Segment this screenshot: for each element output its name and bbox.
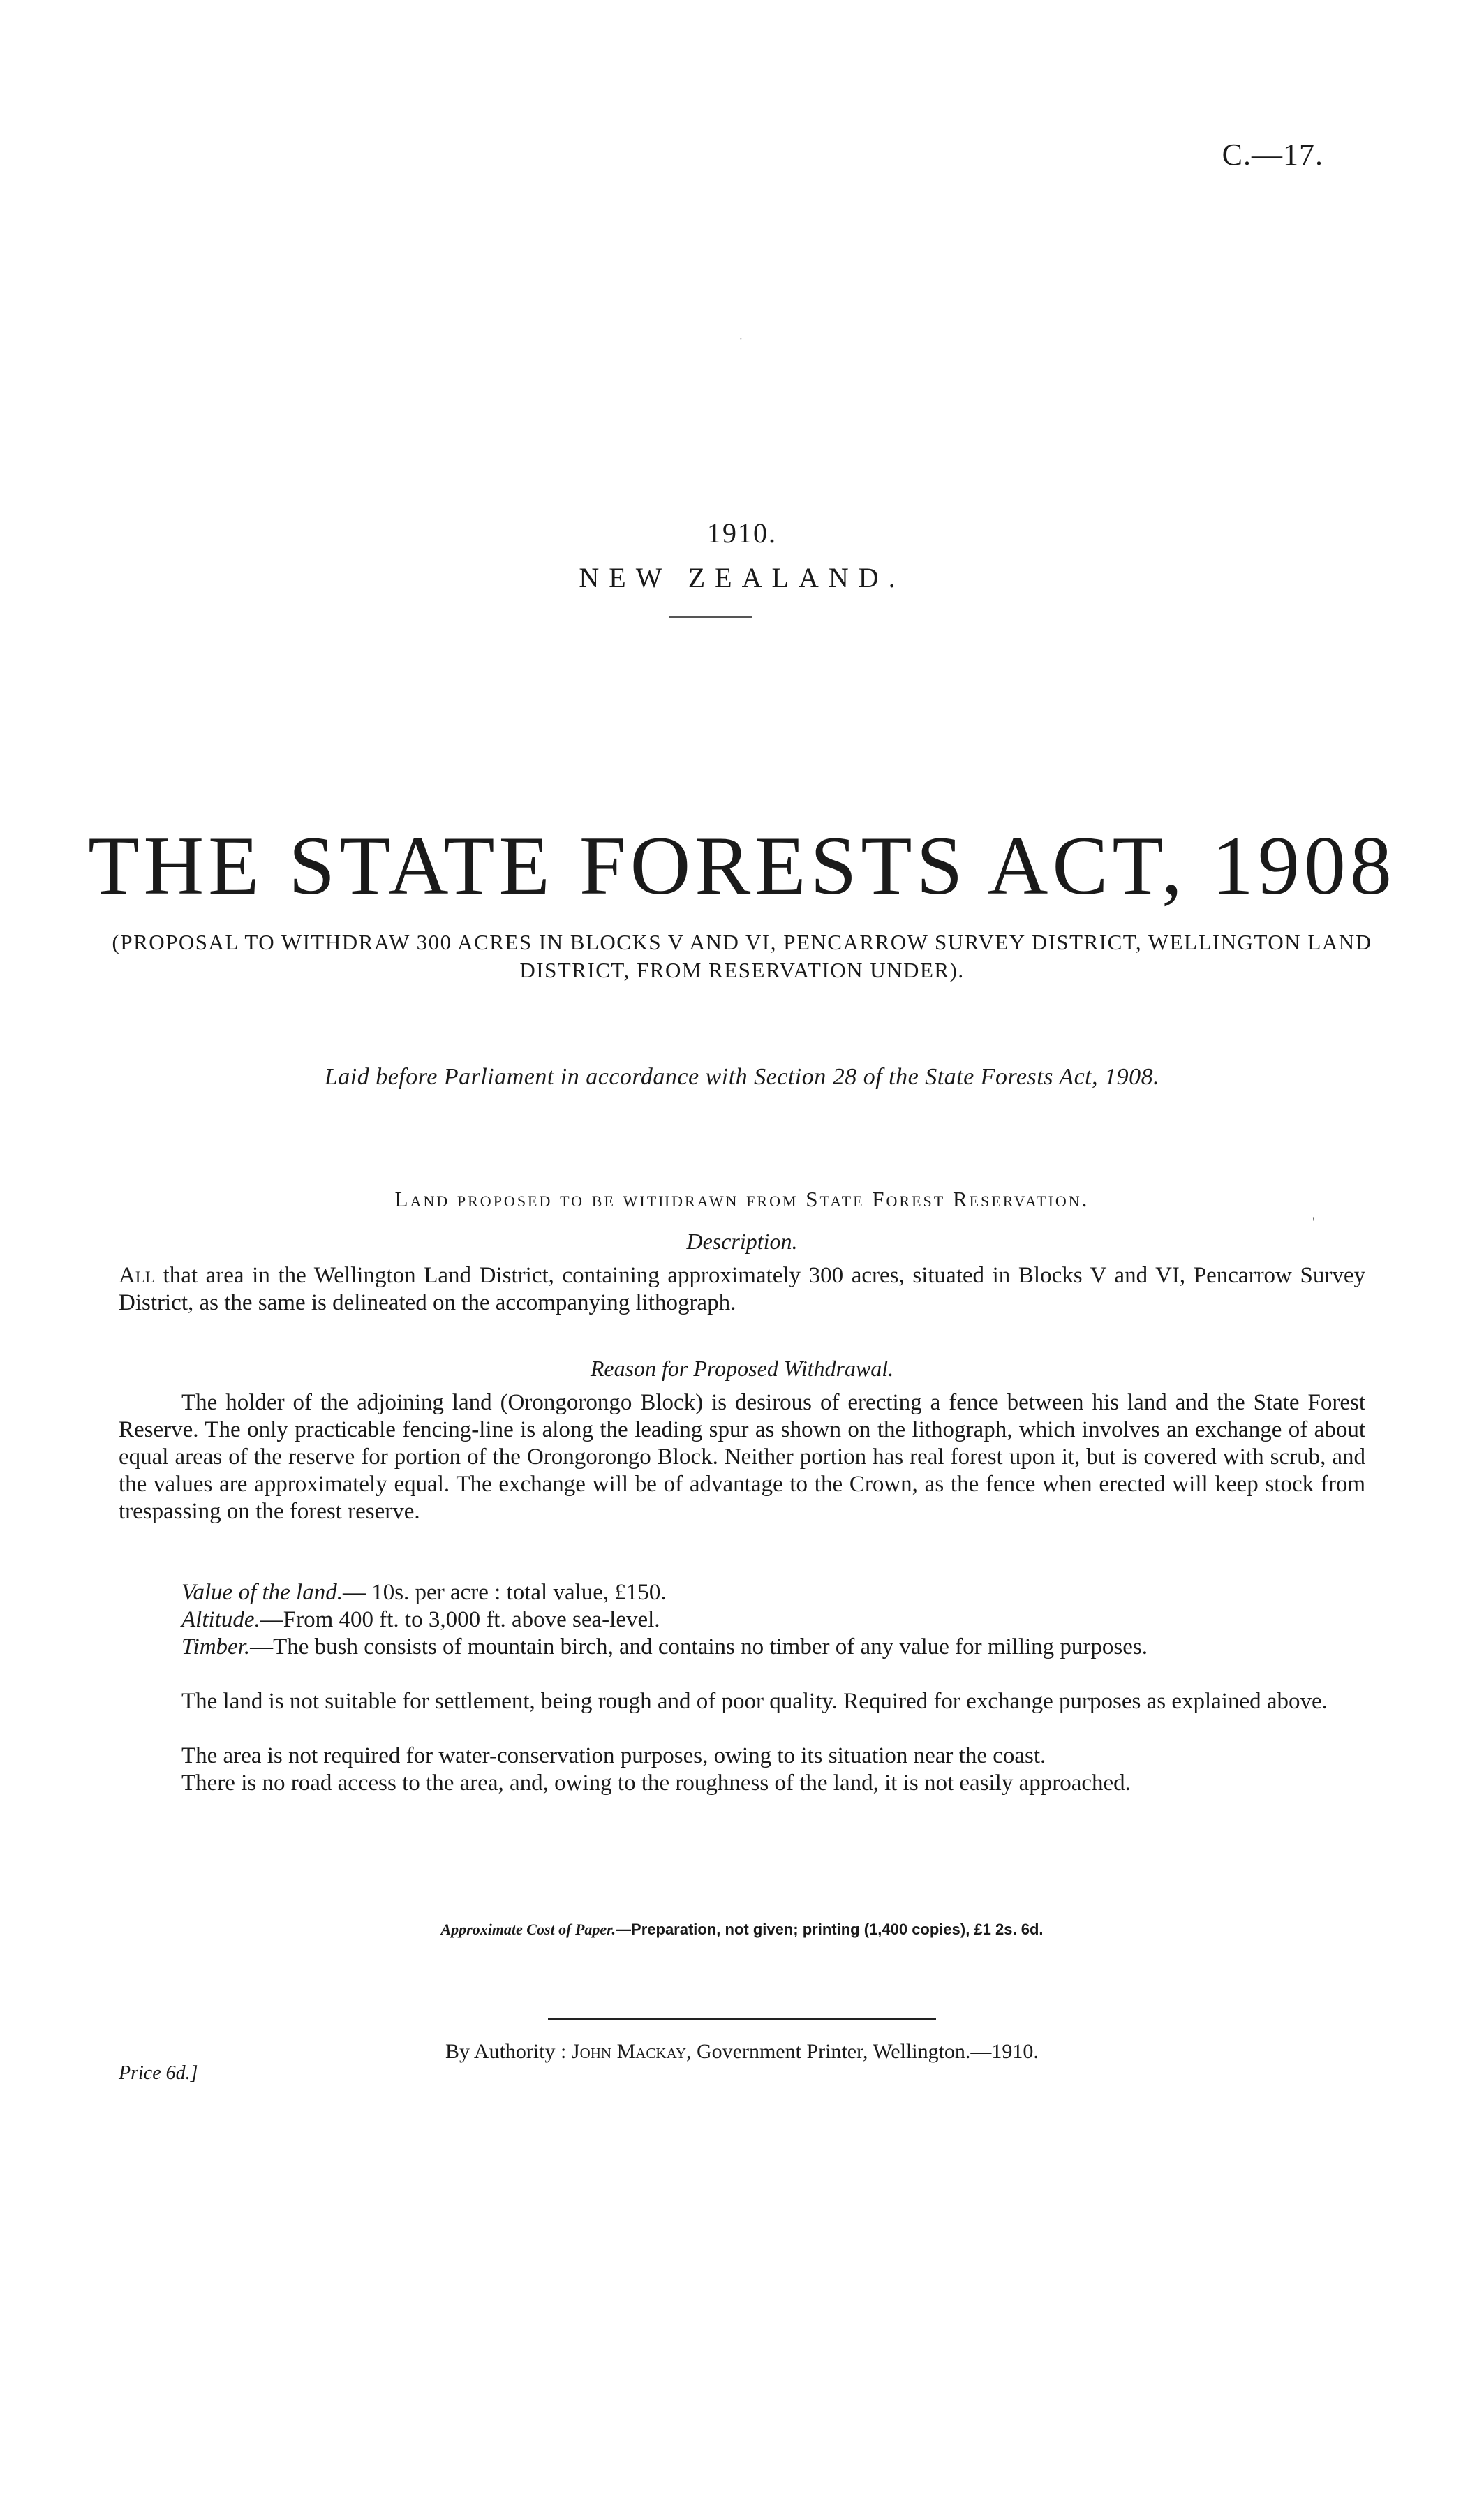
settlement-item: The land is not suitable for settlement, being rough and of poor quality. Required for exchange purposes as explained above.	[181, 1689, 1328, 1714]
printer-authority-line	[0, 2040, 1484, 2064]
margin-mark: '	[1312, 1213, 1315, 1231]
footer-divider	[548, 2018, 936, 2020]
document-title: THE STATE FORESTS ACT, 1908	[88, 819, 1396, 912]
description-paragraph	[119, 1262, 1365, 1317]
reason-heading: Reason for Proposed Withdrawal.	[590, 1356, 894, 1381]
section-heading-text: Land proposed to be withdrawn from State Forest Reservation.	[394, 1187, 1090, 1211]
road-access-item: There is no road access to the area, and, owing to the roughness of the land, it is not easily approached.	[181, 1770, 1131, 1796]
altitude-item	[119, 1606, 1365, 1634]
altitude-label: Altitude.	[181, 1607, 260, 1632]
timber-label: Timber.	[181, 1634, 251, 1659]
price-note: Price 6d.]	[119, 2062, 198, 2084]
cost-label: Approximate Cost of Paper.	[440, 1921, 616, 1938]
cost-text: —Preparation, not given; printing (1,400 copies), £1 2s. 6d.	[616, 1921, 1044, 1938]
description-heading: Description.	[686, 1229, 798, 1254]
publication-year: 1910.	[707, 517, 777, 549]
section-heading	[0, 1187, 1484, 1212]
cost-of-paper-note	[0, 1921, 1484, 1939]
water-conservation-item: The area is not required for water-conservation purposes, owing to its situation near the coast.	[181, 1743, 1046, 1768]
reason-paragraph: The holder of the adjoining land (Orongorongo Block) is desirous of erecting a fence between his land and the State Forest Reserve. The only practicable fencing-line is along the leading spur as shown on the lithograph, which involves an exchange of about equal areas of the reserve for portion of the Orongorongo Block. Neither portion has real forest upon it, but is covered with scrub, and the values are approximately equal. The exchange will be of advantage to the Crown, as the fence when erected will keep stock from trespassing on the forest reserve.	[119, 1390, 1365, 1524]
printer-name: John Mackay	[571, 2040, 686, 2063]
altitude-text: —From 400 ft. to 3,000 ft. above sea-level.	[260, 1607, 660, 1632]
value-text: — 10s. per acre : total value, £150.	[342, 1580, 667, 1605]
short-divider	[669, 616, 752, 618]
value-label: Value of the land.	[181, 1580, 343, 1605]
laid-before-parliament-note: Laid before Parliament in accordance with Section 28 of the State Forests Act, 1908.	[324, 1064, 1160, 1090]
description-text: that area in the Wellington Land District, containing approximately 300 acres, situated in Blocks V and VI, Pencarrow Survey District, as the same is delineated on the accompanying lithograph.	[119, 1263, 1365, 1315]
document-subtitle: (PROPOSAL TO WITHDRAW 300 ACRES IN BLOCKS V AND VI, PENCARROW SURVEY DISTRICT, WELLINGTON LAND DISTRICT, FROM RESERVATION UNDER).	[112, 930, 1372, 982]
authority-prefix: By Authority :	[445, 2040, 572, 2063]
value-of-land-item	[119, 1579, 1365, 1606]
print-speck: ·	[739, 332, 743, 347]
description-lead-word: All	[119, 1263, 155, 1288]
document-reference: C.—17.	[1222, 138, 1323, 172]
timber-text: —The bush consists of mountain birch, and contains no timber of any value for milling purposes.	[250, 1634, 1148, 1659]
country-name: NEW ZEALAND.	[579, 562, 905, 593]
timber-item	[119, 1634, 1365, 1661]
authority-suffix: , Government Printer, Wellington.—1910.	[686, 2040, 1039, 2063]
